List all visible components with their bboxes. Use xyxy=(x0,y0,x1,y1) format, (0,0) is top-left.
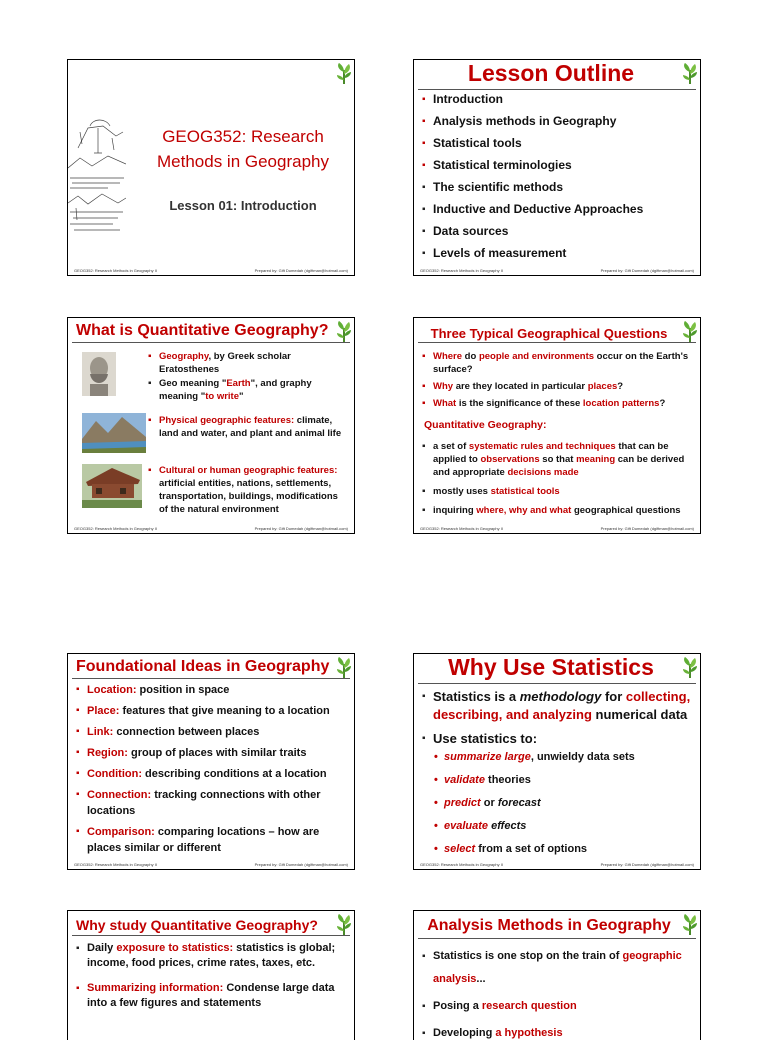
list-item: ▪ Introduction xyxy=(422,92,692,107)
list-item: ▪ Statistics is a methodology for collecting, describing, and analyzing numerical data xyxy=(422,688,692,724)
list-item: ▪ Data sources xyxy=(422,224,692,239)
divider xyxy=(418,89,696,90)
list-item: ▪ Geo meaning "Earth", and graphy meaning "to write" xyxy=(148,377,348,403)
footer-left: GEOG352: Research Methods in Geography II xyxy=(420,268,503,273)
landscape-sketch-image xyxy=(68,108,126,238)
list-item: ▪ Posing a research question xyxy=(422,995,692,1018)
divider xyxy=(418,342,696,343)
list-item: ▪ mostly uses statistical tools xyxy=(422,485,692,498)
divider xyxy=(72,678,350,679)
list-item: ▪ Cultural or human geographic features: artificial entities, nations, settlements, transportation, buildings, modifications of the natural environment xyxy=(148,464,348,516)
house-image xyxy=(82,464,142,508)
list-item: ▪ Link: connection between places xyxy=(76,724,346,740)
divider xyxy=(72,935,350,936)
list-item: ▪ Condition: describing conditions at a location xyxy=(76,766,346,782)
slide-foundational-ideas xyxy=(67,653,355,870)
footer-right: Prepared by: Gift Dumedah (dgiftman@hotmail.com) xyxy=(254,526,348,531)
plant-icon xyxy=(336,320,352,342)
slide-why-study-quantitative-geography xyxy=(67,910,355,1040)
list-item: ▪ Analysis methods in Geography xyxy=(422,114,692,129)
list-item: ▪ Why are they located in particular places? xyxy=(422,380,692,393)
slide-title xyxy=(67,59,355,276)
list-item: ▪ The scientific methods xyxy=(422,180,692,195)
footer-left: GEOG352: Research Methods in Geography II xyxy=(420,862,503,867)
plant-icon xyxy=(682,913,698,935)
title-line-2: Methods in Geography xyxy=(157,152,329,171)
slide-title: Lesson Outline xyxy=(467,60,635,86)
footer-left: GEOG352: Research Methods in Geography II xyxy=(74,526,157,531)
slide-analysis-methods xyxy=(413,910,701,1040)
list-item: ▪ Inductive and Deductive Approaches xyxy=(422,202,692,217)
bust-image xyxy=(82,352,116,396)
list-item: • predict or forecast xyxy=(434,796,635,810)
plant-icon xyxy=(336,913,352,935)
list-item: ▪ Where do people and environments occur on the Earth's surface? xyxy=(422,350,692,376)
plant-icon xyxy=(682,320,698,342)
plant-icon xyxy=(682,62,698,84)
footer-left: GEOG352: Research Methods in Geography II xyxy=(420,526,503,531)
slide-geographical-questions xyxy=(413,317,701,534)
slide-quantitative-geography xyxy=(67,317,355,534)
slide-title: Three Typical Geographical Questions xyxy=(430,326,668,341)
slide-title: Why Use Statistics xyxy=(448,654,654,680)
list-item: ▪ Connection: tracking connections with other locations xyxy=(76,787,346,819)
list-item: ▪ What is the significance of these location patterns? xyxy=(422,397,692,410)
list-item: ▪ Physical geographic features: climate, land and water, and plant and animal life xyxy=(148,414,348,440)
list-item: ▪ Comparison: comparing locations – how are places similar or different xyxy=(76,824,346,856)
subheading: Quantitative Geography: xyxy=(424,419,547,431)
list-item: ▪ Statistical terminologies xyxy=(422,158,692,173)
subtitle: Lesson 01: Introduction xyxy=(169,198,317,213)
list-item: ▪ Region: group of places with similar traits xyxy=(76,745,346,761)
list-item: ▪ Statistical tools xyxy=(422,136,692,151)
list-item: • evaluate effects xyxy=(434,819,635,833)
footer-right: Prepared by: Gift Dumedah (dgiftman@hotmail.com) xyxy=(254,862,348,867)
footer-left: GEOG352: Research Methods in Geography II xyxy=(74,268,157,273)
list-item: ▪ a set of systematic rules and techniques that can be applied to observations so that meaning can be derived and appropriate decisions made xyxy=(422,440,692,479)
slide-lesson-outline xyxy=(413,59,701,276)
plant-icon xyxy=(682,656,698,678)
plant-icon xyxy=(336,656,352,678)
slide-title: Foundational Ideas in Geography xyxy=(76,658,330,675)
list-item: ▪ Summarizing information: Condense large data into a few figures and statements xyxy=(76,981,346,1011)
list-item: ▪ Statistics is one stop on the train of geographic analysis... xyxy=(422,945,692,991)
title-line-1: GEOG352: Research xyxy=(162,127,324,146)
divider xyxy=(72,342,350,343)
list-item: ▪ Levels of measurement xyxy=(422,246,692,261)
slide-title: Why study Quantitative Geography? xyxy=(76,917,318,933)
mountain-lake-image xyxy=(82,413,146,453)
list-item: ▪ Place: features that give meaning to a location xyxy=(76,703,346,719)
footer-right: Prepared by: Gift Dumedah (dgiftman@hotmail.com) xyxy=(600,268,694,273)
slide-title: What is Quantitative Geography? xyxy=(76,322,329,339)
list-item: ▪ Use statistics to: xyxy=(422,730,692,748)
footer-right: Prepared by: Gift Dumedah (dgiftman@hotmail.com) xyxy=(254,268,348,273)
plant-icon xyxy=(336,62,352,84)
divider xyxy=(418,683,696,684)
footer-left: GEOG352: Research Methods in Geography II xyxy=(74,862,157,867)
list-item: ▪ Daily exposure to statistics: statistics is global; income, food prices, crime rates, taxes, etc. xyxy=(76,941,346,971)
list-item: • select from a set of options xyxy=(434,842,635,856)
list-item: ▪ Geography, by Greek scholar Eratosthenes xyxy=(148,350,348,376)
divider xyxy=(418,938,696,939)
list-item: • validate theories xyxy=(434,773,635,787)
list-item: • summarize large, unwieldy data sets xyxy=(434,750,635,764)
list-item: ▪ inquiring where, why and what geographical questions xyxy=(422,504,692,517)
slide-why-use-statistics xyxy=(413,653,701,870)
list-item: ▪ Location: position in space xyxy=(76,682,346,698)
slide-title: Analysis Methods in Geography xyxy=(427,917,671,934)
footer-right: Prepared by: Gift Dumedah (dgiftman@hotmail.com) xyxy=(600,526,694,531)
footer-right: Prepared by: Gift Dumedah (dgiftman@hotmail.com) xyxy=(600,862,694,867)
list-item: ▪ Developing a hypothesis xyxy=(422,1022,692,1045)
